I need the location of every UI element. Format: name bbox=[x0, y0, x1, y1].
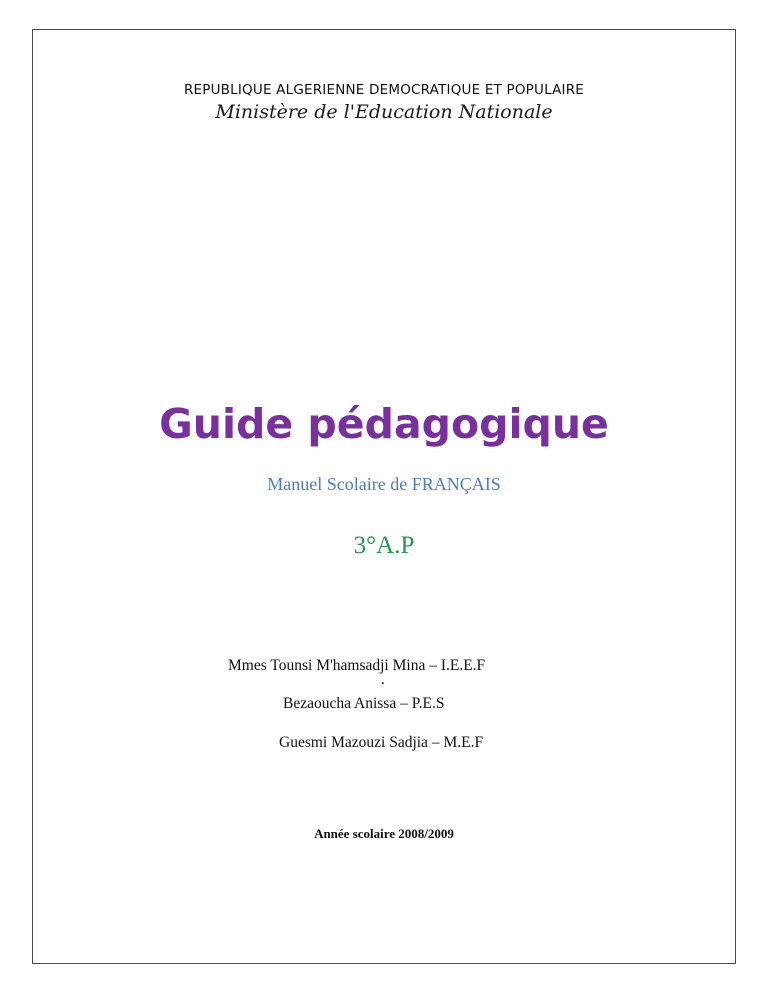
school-year: Année scolaire 2008/2009 bbox=[314, 826, 454, 841]
republic-header: REPUBLIQUE ALGERIENNE DEMOCRATIQUE ET POPULAIRE bbox=[183, 82, 585, 98]
document-subtitle: Manuel Scolaire de FRANÇAIS bbox=[267, 474, 501, 494]
author-line-2: Bezaoucha Anissa – P.E.S bbox=[283, 695, 445, 712]
grade-level: 3°A.P bbox=[353, 532, 415, 559]
author-line-1: Mmes Tounsi M'hamsadji Mina – I.E.E.F bbox=[228, 657, 486, 674]
ministry-header: Ministère de l'Education Nationale bbox=[215, 101, 553, 123]
document-title: Guide pédagogique bbox=[159, 400, 609, 448]
author-separator: . bbox=[381, 671, 385, 688]
author-line-3: Guesmi Mazouzi Sadjia – M.E.F bbox=[279, 734, 484, 751]
page-border bbox=[32, 29, 736, 964]
